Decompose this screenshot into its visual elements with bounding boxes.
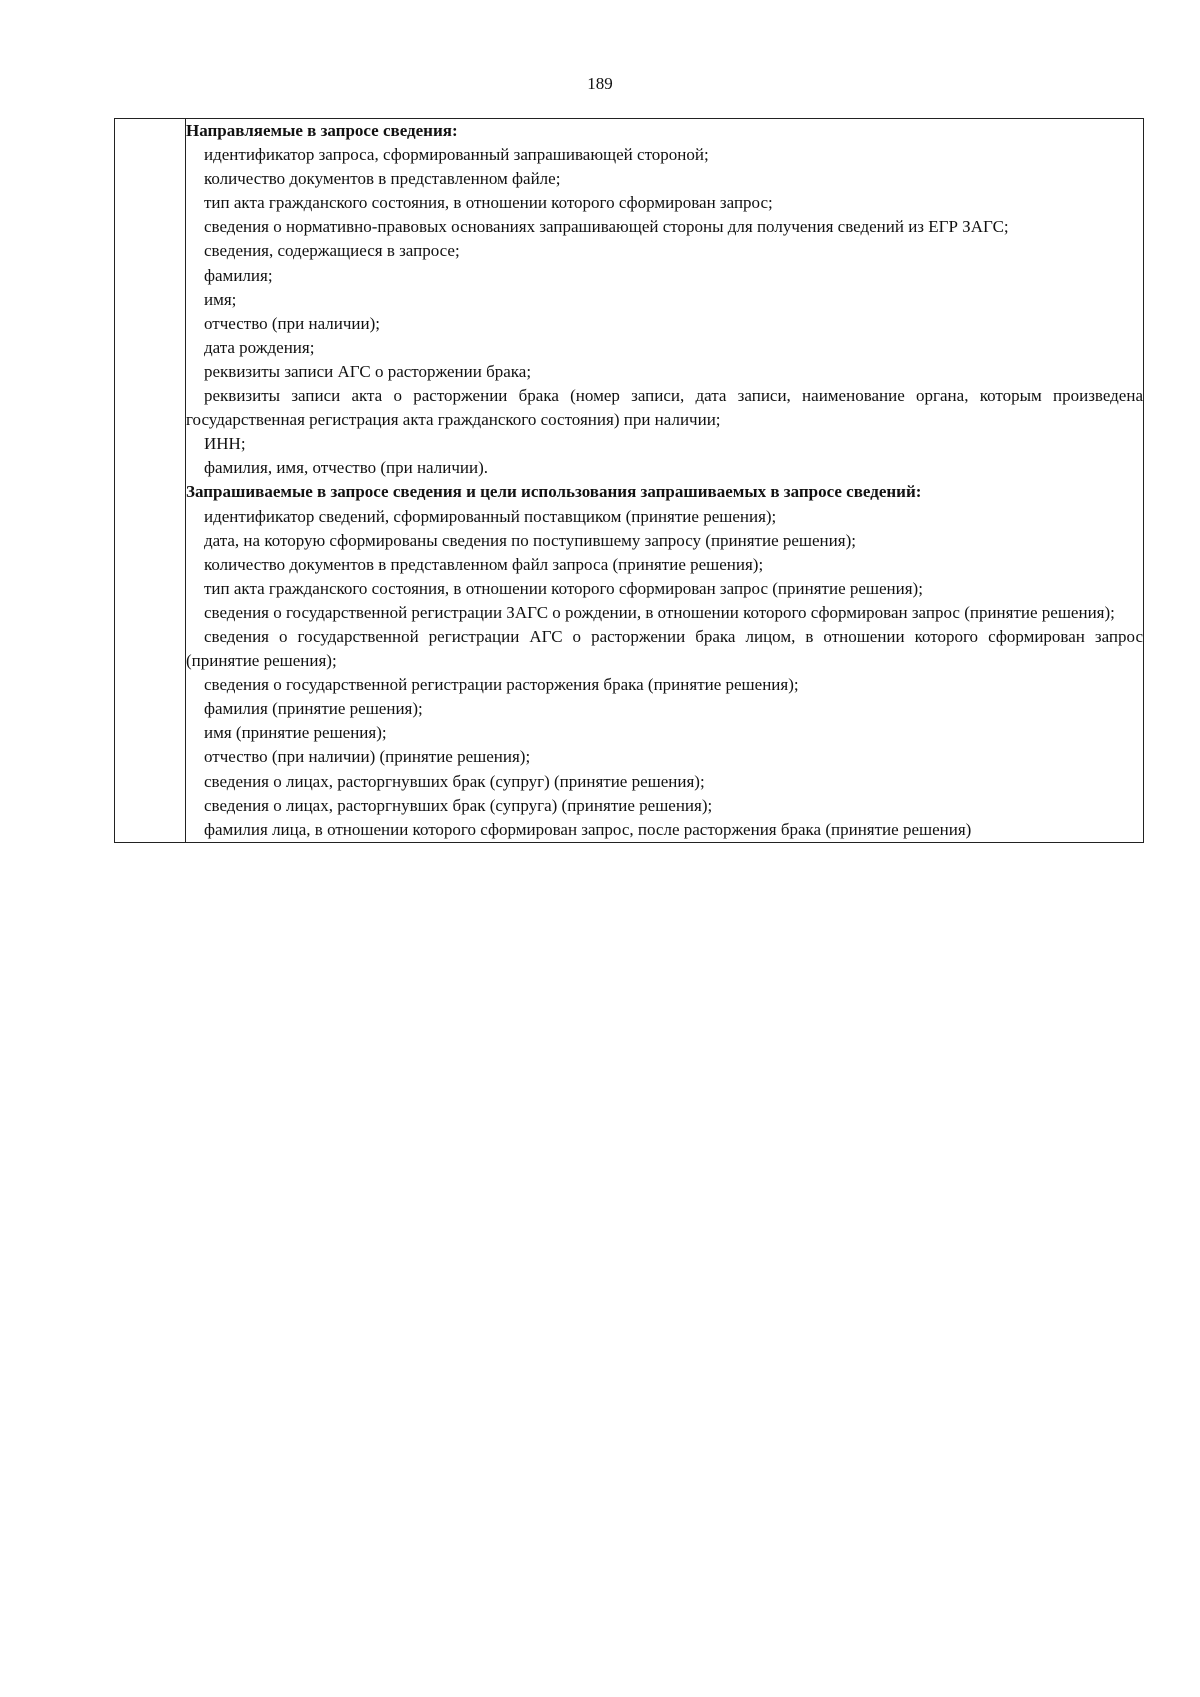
list-item: имя; [204,289,237,309]
row-number-cell [115,119,186,843]
list-item: количество документов в представленном файле; [204,169,561,189]
content-cell [186,119,1144,843]
list-item: сведения о государственной регистрации АГС о расторжении брака лицом, в отношении которого сформирован запрос (принятие решения); [186,626,1143,671]
list-item: тип акта гражданского состояния, в отношении которого сформирован запрос (принятие решения); [204,578,923,598]
table-row [115,119,1144,843]
list-item: реквизиты записи акта о расторжении брака (номер записи, дата записи, наименование органа, которым произведена государственная регистрация акта гражданского состояния) при наличии; [186,386,1143,430]
list-item: сведения о лицах, расторгнувших брак (супруга) (принятие решения); [204,795,713,815]
list-item: дата, на которую сформированы сведения по поступившему запросу (принятие решения); [204,530,856,550]
page-number: 189 [587,74,613,93]
list-item: идентификатор сведений, сформированный поставщиком (принятие решения); [204,506,777,526]
list-item: тип акта гражданского состояния, в отношении которого сформирован запрос; [204,193,773,213]
list-item: сведения о государственной регистрации расторжения брака (принятие решения); [204,675,799,695]
section-heading-requested: Запрашиваемые в запросе сведения и цели использования запрашиваемых в запросе сведений: [186,482,922,502]
list-item: отчество (при наличии); [204,313,380,333]
list-item: сведения о государственной регистрации ЗАГС о рождении, в отношении которого сформирован запрос (принятие решения); [204,602,1115,622]
list-item: сведения, содержащиеся в запросе; [204,241,460,261]
list-item: фамилия; [204,265,273,285]
list-item: дата рождения; [204,337,315,357]
list-item: фамилия лица, в отношении которого сформирован запрос, после расторжения брака (принятие решения) [204,819,972,839]
list-item: реквизиты записи АГС о расторжении брака; [204,361,532,381]
list-item: сведения о лицах, расторгнувших брак (супруг) (принятие решения); [204,771,705,791]
list-item: фамилия (принятие решения); [204,699,423,719]
list-item: идентификатор запроса, сформированный запрашивающей стороной; [204,145,709,165]
list-item: ИНН; [204,434,246,454]
list-item: сведения о нормативно-правовых основаниях запрашивающей стороны для получения сведений из ЕГР ЗАГС; [204,217,1009,237]
data-table [114,118,1144,843]
list-item: фамилия, имя, отчество (при наличии). [204,458,488,478]
list-item: отчество (при наличии) (принятие решения); [204,747,531,767]
list-item: количество документов в представленном файл запроса (принятие решения); [204,554,764,574]
section-heading-sent: Направляемые в запросе сведения: [186,121,458,140]
list-item: имя (принятие решения); [204,723,387,743]
